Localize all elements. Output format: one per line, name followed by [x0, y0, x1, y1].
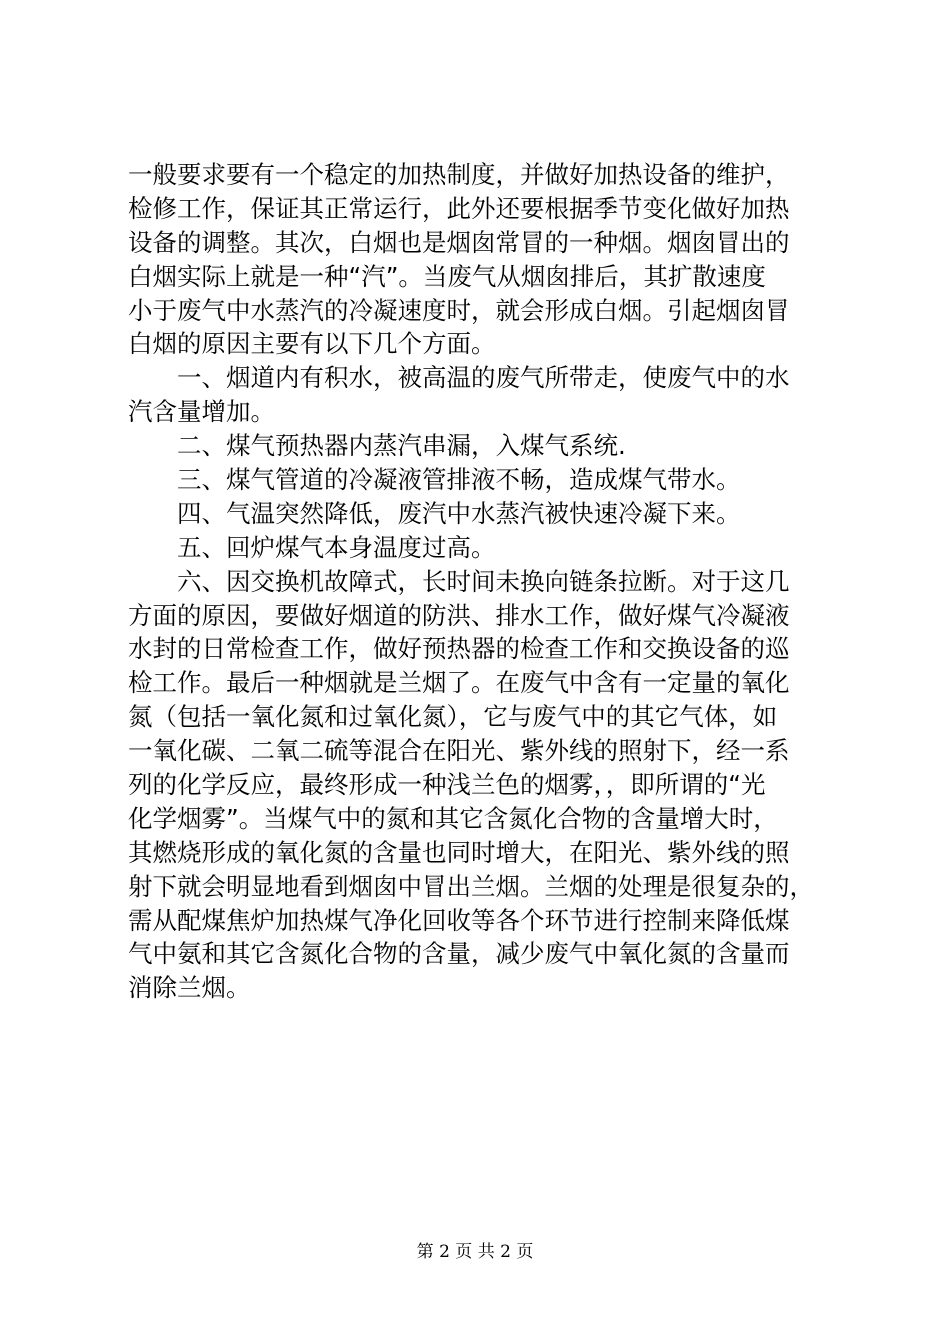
text-line: 水封的日常检查工作，做好预热器的检查工作和交换设备的巡	[128, 634, 790, 664]
text-line: 需从配煤焦炉加热煤气净化回收等各个环节进行控制来降低煤	[128, 905, 790, 935]
text-line: 消除兰烟。	[128, 973, 251, 1003]
text-line: 化学烟雾”。当煤气中的氮和其它含氮化合物的含量增大时，	[128, 803, 778, 833]
body-text	[128, 158, 840, 1005]
text-line: 检修工作，保证其正常运行，此外还要根据季节变化做好加热	[128, 193, 790, 223]
text-line: 六、因交换机故障式，长时间未换向链条拉断。对于这几	[128, 566, 790, 596]
text-line: 三、煤气管道的冷凝液管排液不畅，造成煤气带水。	[128, 465, 741, 495]
text-line: 其燃烧形成的氧化氮的含量也同时增大，在阳光、紫外线的照	[128, 837, 790, 867]
text-line: 射下就会明显地看到烟囱中冒出兰烟。兰烟的处理是很复杂的，	[128, 871, 814, 901]
text-line: 汽含量增加。	[128, 397, 275, 427]
text-line: 检工作。最后一种烟就是兰烟了。在废气中含有一定量的氧化	[128, 668, 790, 698]
text-line: 四、气温突然降低，废汽中水蒸汽被快速冷凝下来。	[128, 498, 741, 528]
text-line: 列的化学反应，最终形成一种浅兰色的烟雾，，即所谓的“光	[128, 770, 766, 800]
text-line: 小于废气中水蒸汽的冷凝速度时，就会形成白烟。引起烟囱冒	[128, 295, 790, 325]
text-line: 二、煤气预热器内蒸汽串漏，入煤气系统.	[128, 431, 626, 461]
page-footer	[0, 1240, 950, 1264]
text-line: 白烟实际上就是一种“汽”。当废气从烟囱排后，其扩散速度	[128, 261, 766, 291]
text-line: 一般要求要有一个稳定的加热制度，并做好加热设备的维护，	[128, 160, 790, 189]
text-line: 一氧化碳、二氧二硫等混合在阳光、紫外线的照射下，经一系	[128, 736, 790, 766]
text-line: 设备的调整。其次，白烟也是烟囱常冒的一种烟。烟囱冒出的	[128, 227, 790, 257]
text-line: 一、烟道内有积水，被高温的废气所带走，使废气中的水	[128, 363, 790, 393]
text-line: 气中氨和其它含氮化合物的含量，减少废气中氧化氮的含量而	[128, 939, 790, 969]
text-line: 白烟的原因主要有以下几个方面。	[128, 329, 496, 359]
page-number: 第 2 页 共 2 页	[416, 1242, 534, 1262]
text-line: 氮（包括一氧化氮和过氧化氮），它与废气中的其它气体，如	[128, 702, 778, 732]
text-line: 五、回炉煤气本身温度过高。	[128, 532, 496, 562]
text-line: 方面的原因，要做好烟道的防洪、排水工作，做好煤气冷凝液	[128, 600, 790, 630]
